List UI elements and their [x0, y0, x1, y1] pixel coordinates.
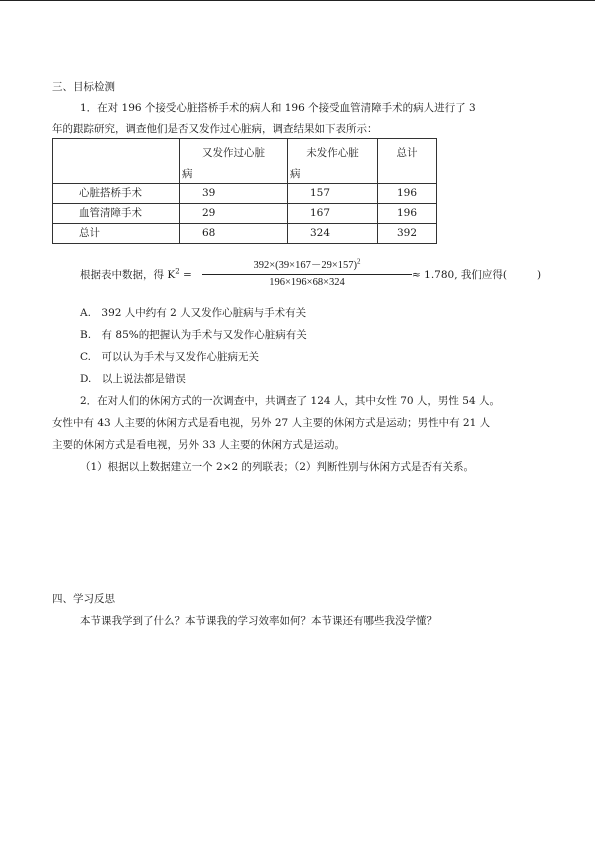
table-cell: 196: [378, 184, 437, 204]
table-cell: 167: [288, 204, 378, 224]
question2-line1: 2．在对人们的休闲方式的一次调查中，共调查了 124 人，其中女性 70 人，男性 54 人。: [80, 395, 500, 407]
option-b: B. 有 85%的把握认为手术与又发作心脏病有关: [80, 329, 307, 341]
question2-tasks: （1）根据以上数据建立一个 2×2 的列联表；（2）判断性别与休闲方式是否有关系。: [80, 461, 474, 473]
question1-line2: 年的跟踪研究，调查他们是否又发作过心脏病，调查结果如下表所示：: [52, 123, 378, 135]
formula-numerator-text: 392×(39×167－29×157): [253, 260, 357, 271]
formula-lead-text: 根据表中数据，得 K: [80, 269, 176, 281]
table-corner-cell: [53, 139, 180, 184]
formula-fraction: [202, 259, 412, 291]
table-header-cell: [180, 139, 288, 184]
table-header-row: [53, 139, 437, 184]
top-border-line: [0, 0, 595, 1]
contingency-table: [52, 138, 437, 244]
table-cell: 196: [378, 204, 437, 224]
section4-heading: 四、学习反思: [52, 593, 115, 605]
section3-heading: 三、目标检测: [52, 81, 115, 93]
table-cell: 39: [180, 184, 288, 204]
table-cell: 392: [378, 224, 437, 244]
table-header-cell: [288, 139, 378, 184]
table-row: [53, 184, 437, 204]
question2-line2: 女性中有 43 人主要的休闲方式是看电视，另外 27 人主要的休闲方式是运动；男性中有 21 人: [52, 417, 491, 429]
option-a: A. 392 人中约有 2 人又发作心脏病与手术有关: [80, 307, 307, 319]
formula-equals: =: [179, 269, 192, 281]
table-header-line2: 病: [290, 168, 301, 180]
table-row: [53, 204, 437, 224]
question2-line3: 主要的休闲方式是看电视，另外 33 人主要的休闲方式是运动。: [52, 439, 346, 451]
table-row-label: 心脏搭桥手术: [53, 184, 180, 204]
table-header-line1: 又发作过心脏: [202, 147, 265, 159]
table-row-label: 血管清障手术: [53, 204, 180, 224]
table-row-label: 总计: [53, 224, 180, 244]
table-cell: 29: [180, 204, 288, 224]
formula-numerator: [202, 259, 412, 273]
fraction-bar: [202, 274, 412, 275]
table-header-line1: 未发作心脏: [306, 147, 359, 159]
formula-tail: ≈ 1.780, 我们应得( ): [412, 269, 542, 281]
question1-line1: 1．在对 196 个接受心脏搭桥手术的病人和 196 个接受血管清障手术的病人进行了 3: [80, 102, 476, 114]
table-header-line1: 总计: [396, 147, 418, 159]
table-header-cell: [378, 139, 437, 184]
option-d: D. 以上说法都是错误: [80, 373, 186, 385]
table-cell: 157: [288, 184, 378, 204]
reflection-prompt: 本节课我学到了什么？本节课我的学习效率如何？本节课还有哪些我没学懂？: [80, 615, 437, 627]
table-header-line2: 病: [182, 168, 193, 180]
table-row: [53, 224, 437, 244]
formula-denominator: 196×196×68×324: [269, 277, 345, 288]
formula-lead-exponent: 2: [175, 267, 180, 276]
formula-lead: [80, 267, 192, 282]
table-cell: 68: [180, 224, 288, 244]
formula-numerator-exponent: 2: [357, 257, 361, 266]
option-c: C. 可以认为手术与又发作心脏病无关: [80, 351, 259, 363]
table-cell: 324: [288, 224, 378, 244]
